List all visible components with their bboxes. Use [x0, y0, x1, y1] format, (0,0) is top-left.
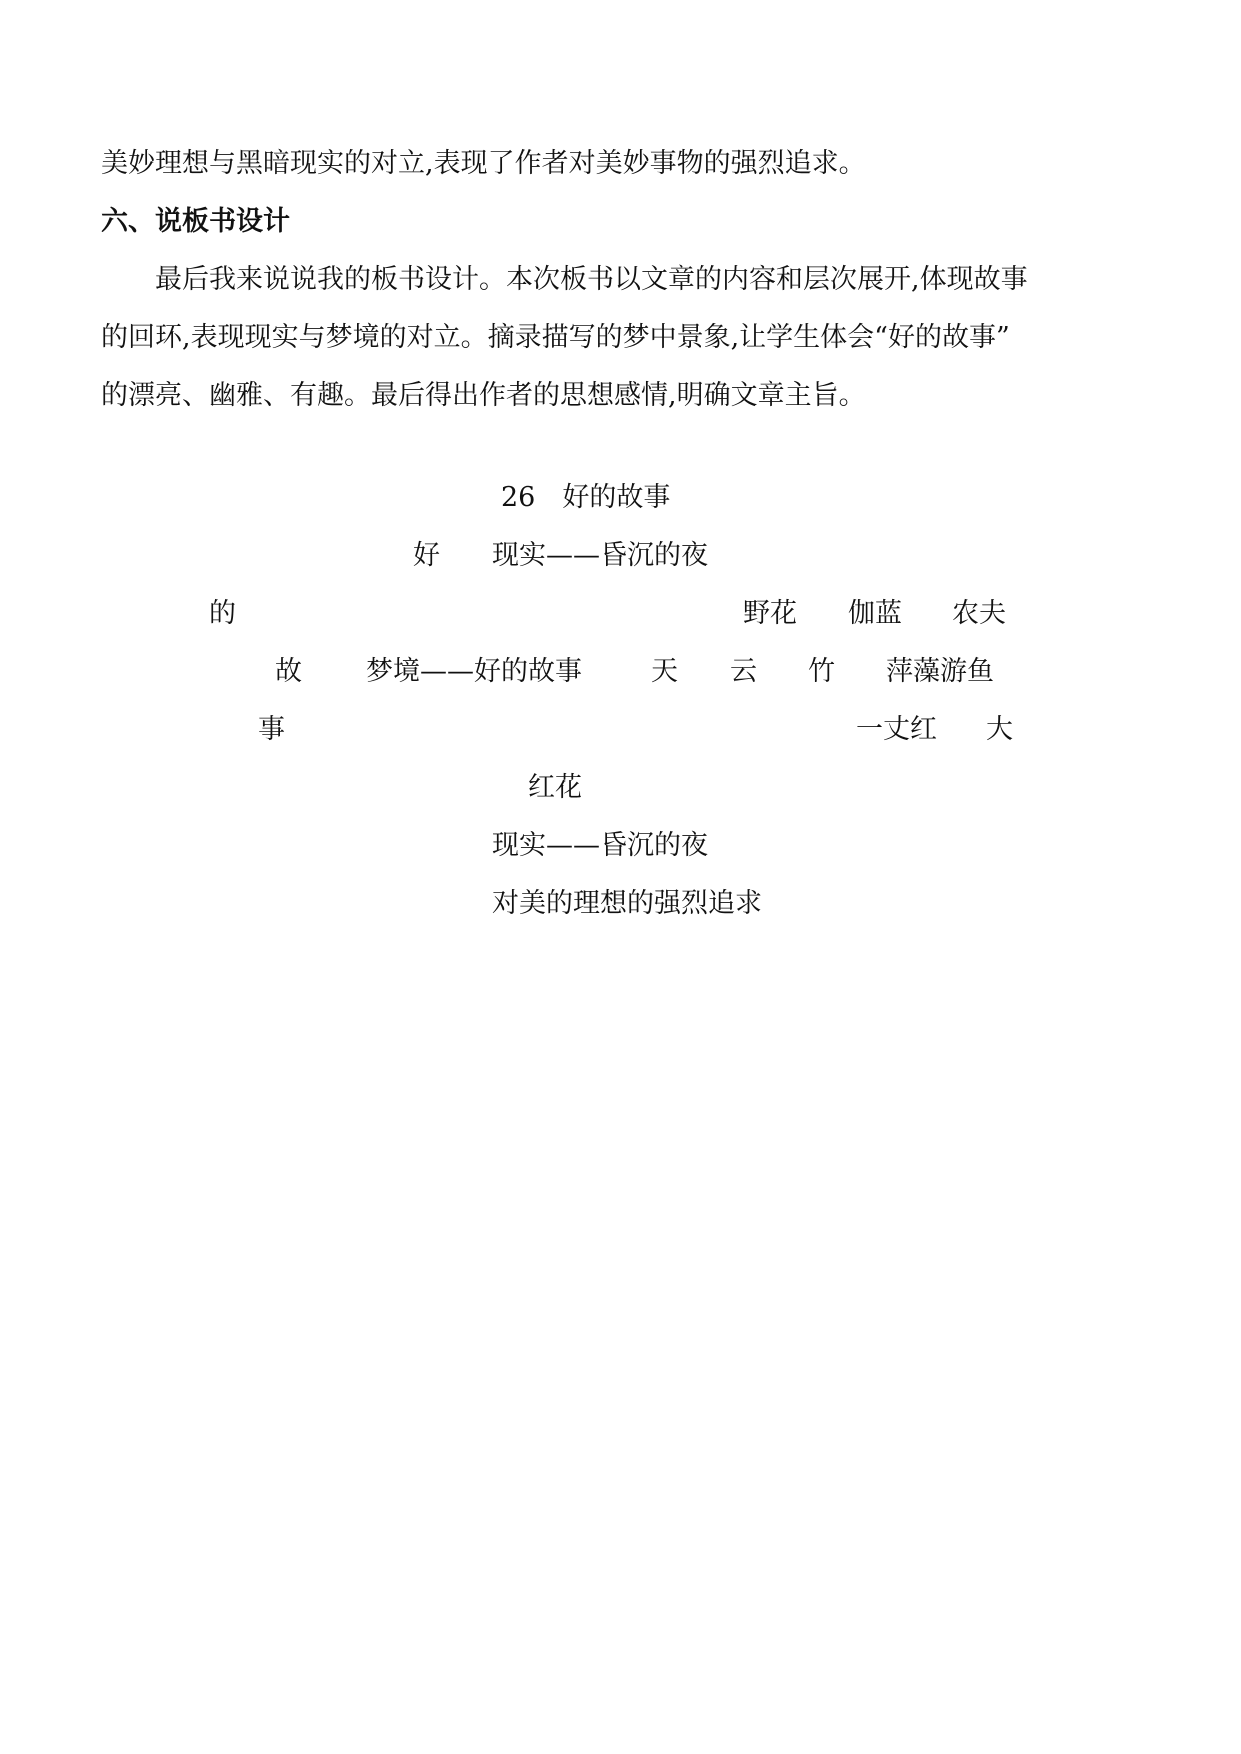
board-scene-hollyhock: 一丈红 [856, 714, 937, 745]
board-title: 26 好的故事 [501, 482, 671, 513]
board-reality-bottom: 现实——昏沉的夜 [492, 830, 708, 861]
board-vertical-char-1: 好 [413, 540, 440, 571]
board-scene-red-flower: 红花 [528, 772, 582, 803]
board-vertical-char-2: 的 [209, 598, 236, 629]
board-vertical-char-3: 故 [275, 656, 302, 687]
board-dream: 梦境——好的故事 [366, 656, 582, 687]
board-scene-sky: 天 [651, 656, 678, 687]
board-scene-bamboo: 竹 [808, 656, 835, 687]
section-heading: 六、说板书设计 [101, 206, 290, 237]
paragraph-line-1: 最后我来说说我的板书设计。本次板书以文章的内容和层次展开,体现故事 [155, 264, 1028, 295]
board-theme: 对美的理想的强烈追求 [492, 888, 762, 919]
paragraph-line-2: 的回环,表现现实与梦境的对立。摘录描写的梦中景象,让学生体会“好的故事” [101, 322, 1010, 353]
board-vertical-char-4: 事 [258, 714, 285, 745]
paragraph-line-3: 的漂亮、幽雅、有趣。最后得出作者的思想感情,明确文章主旨。 [101, 380, 866, 411]
board-scene-wildflower: 野花 [743, 598, 797, 629]
paragraph-continuation: 美妙理想与黑暗现实的对立,表现了作者对美妙事物的强烈追求。 [101, 148, 866, 179]
board-scene-temple: 伽蓝 [848, 598, 902, 629]
board-scene-cloud: 云 [730, 656, 757, 687]
board-scene-fish: 萍藻游鱼 [886, 656, 994, 687]
board-reality-top: 现实——昏沉的夜 [492, 540, 708, 571]
board-scene-big: 大 [986, 714, 1013, 745]
board-scene-farmer: 农夫 [952, 598, 1006, 629]
